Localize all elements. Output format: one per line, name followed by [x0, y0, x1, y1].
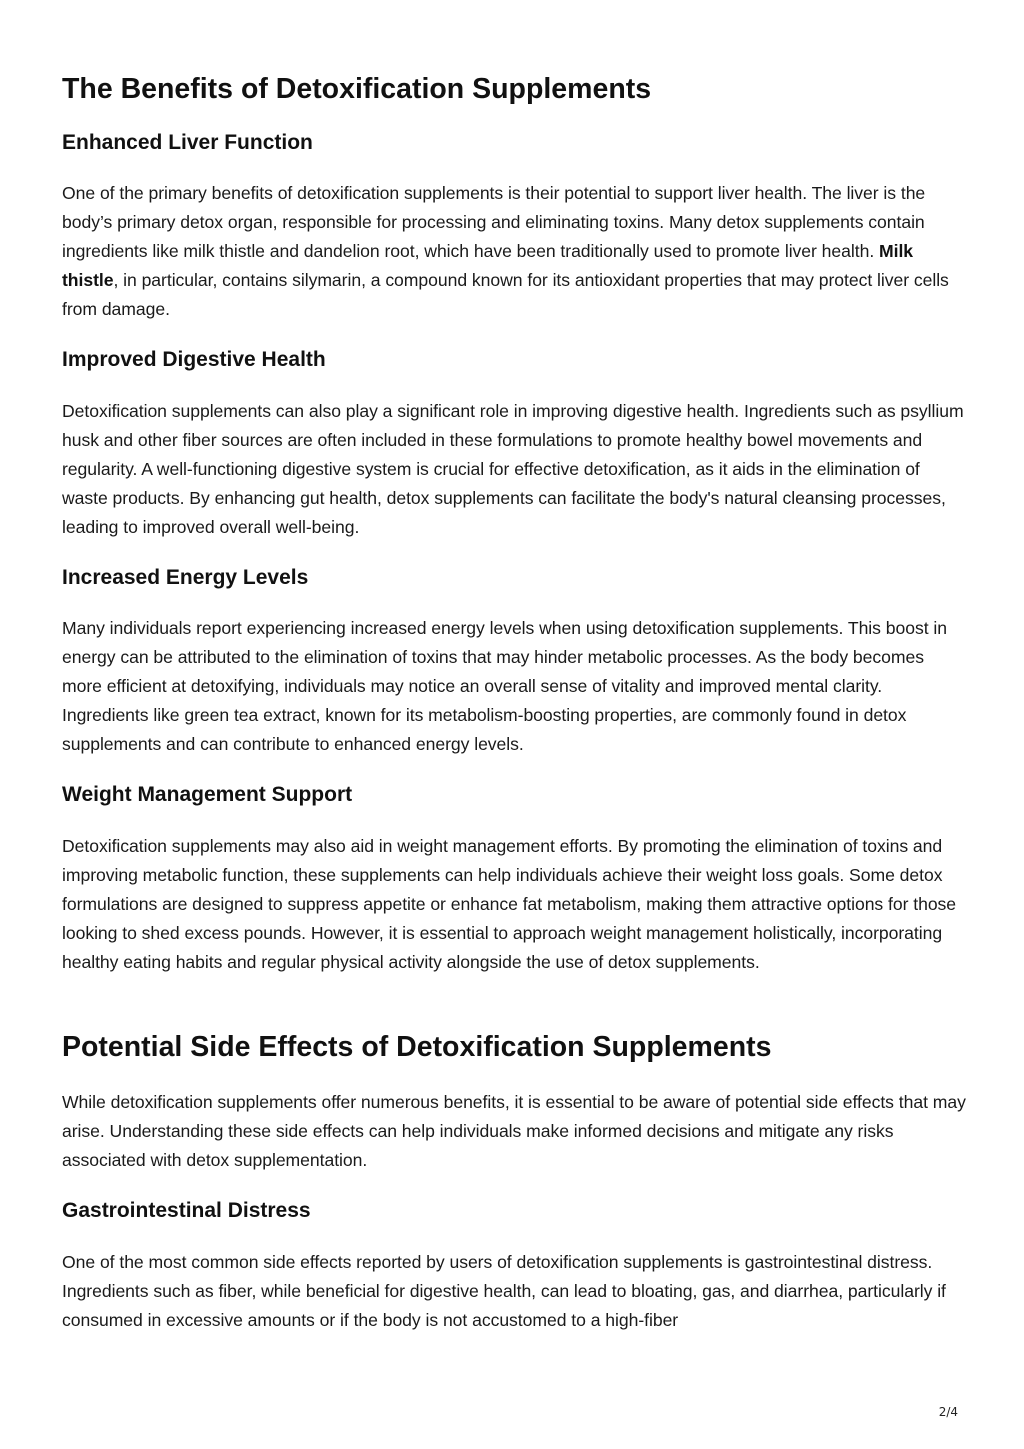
paragraph-digestive-health: Detoxification supplements can also play a significant role in improving digestive health. Ingredients such as psyllium husk and other fiber sources are often included in these formulations to promote healthy bowel movements and regularity. A well-functioning digestive system is crucial for effective detoxification, as it aids in the elimination of waste products. By enhancing gut health, detox supplements can facilitate the body's natural cleansing processes, leading to improved overall well-being.	[62, 401, 964, 538]
paragraph-energy-levels: Many individuals report experiencing increased energy levels when using detoxification supplements. This boost in energy can be attributed to the elimination of toxins that may hinder metabolic processes. As the body becomes more efficient at detoxifying, individuals may notice an overall sense of vitality and improved mental clarity. Ingredients like green tea extract, known for its metabolism-boosting properties, are commonly found in detox supplements and can contribute to enhanced energy levels.	[62, 618, 947, 755]
heading-weight-management: Weight Management Support	[62, 783, 353, 806]
paragraph-liver-text-after: , in particular, contains silymarin, a compound known for its antioxidant properties that may protect liver cells from damage.	[62, 270, 949, 320]
paragraph-liver-text-before: One of the primary benefits of detoxification supplements is their potential to support liver health. The liver is the body’s primary detox organ, responsible for processing and eliminating toxins. Many detox supplements contain ingredients like milk thistle and dandelion root, which have been traditionally used to promote liver health.	[62, 183, 926, 262]
heading-digestive-health: Improved Digestive Health	[62, 348, 326, 371]
paragraph-side-effects-intro: While detoxification supplements offer numerous benefits, it is essential to be aware of potential side effects that may arise. Understanding these side effects can help individuals make informed decisions and mitigate any risks associated with detox supplementation.	[62, 1092, 966, 1171]
section-title-side-effects: Potential Side Effects of Detoxification Supplements	[62, 1031, 772, 1063]
paragraph-liver-function	[62, 179, 968, 324]
paragraph-gastrointestinal-distress: One of the most common side effects reported by users of detoxification supplements is gastrointestinal distress. Ingredients such as fiber, while beneficial for digestive health, can lead to bloating, gas, and diarrhea, particularly if consumed in excessive amounts or if the body is not accustomed to a high-fiber	[62, 1252, 946, 1331]
section-title-benefits: The Benefits of Detoxification Supplements	[62, 73, 652, 105]
heading-gastrointestinal-distress: Gastrointestinal Distress	[62, 1199, 311, 1222]
milk-thistle-bold: Milk thistle	[62, 241, 914, 291]
heading-liver-function: Enhanced Liver Function	[62, 131, 313, 154]
page-number: 2/4	[938, 1405, 958, 1419]
paragraph-weight-management: Detoxification supplements may also aid in weight management efforts. By promoting the elimination of toxins and improving metabolic function, these supplements can help individuals achieve their weight loss goals. Some detox formulations are designed to suppress appetite or enhance fat metabolism, making them attractive options for those looking to shed excess pounds. However, it is essential to approach weight management holistically, incorporating healthy eating habits and regular physical activity alongside the use of detox supplements.	[62, 836, 957, 973]
heading-energy-levels: Increased Energy Levels	[62, 566, 309, 589]
